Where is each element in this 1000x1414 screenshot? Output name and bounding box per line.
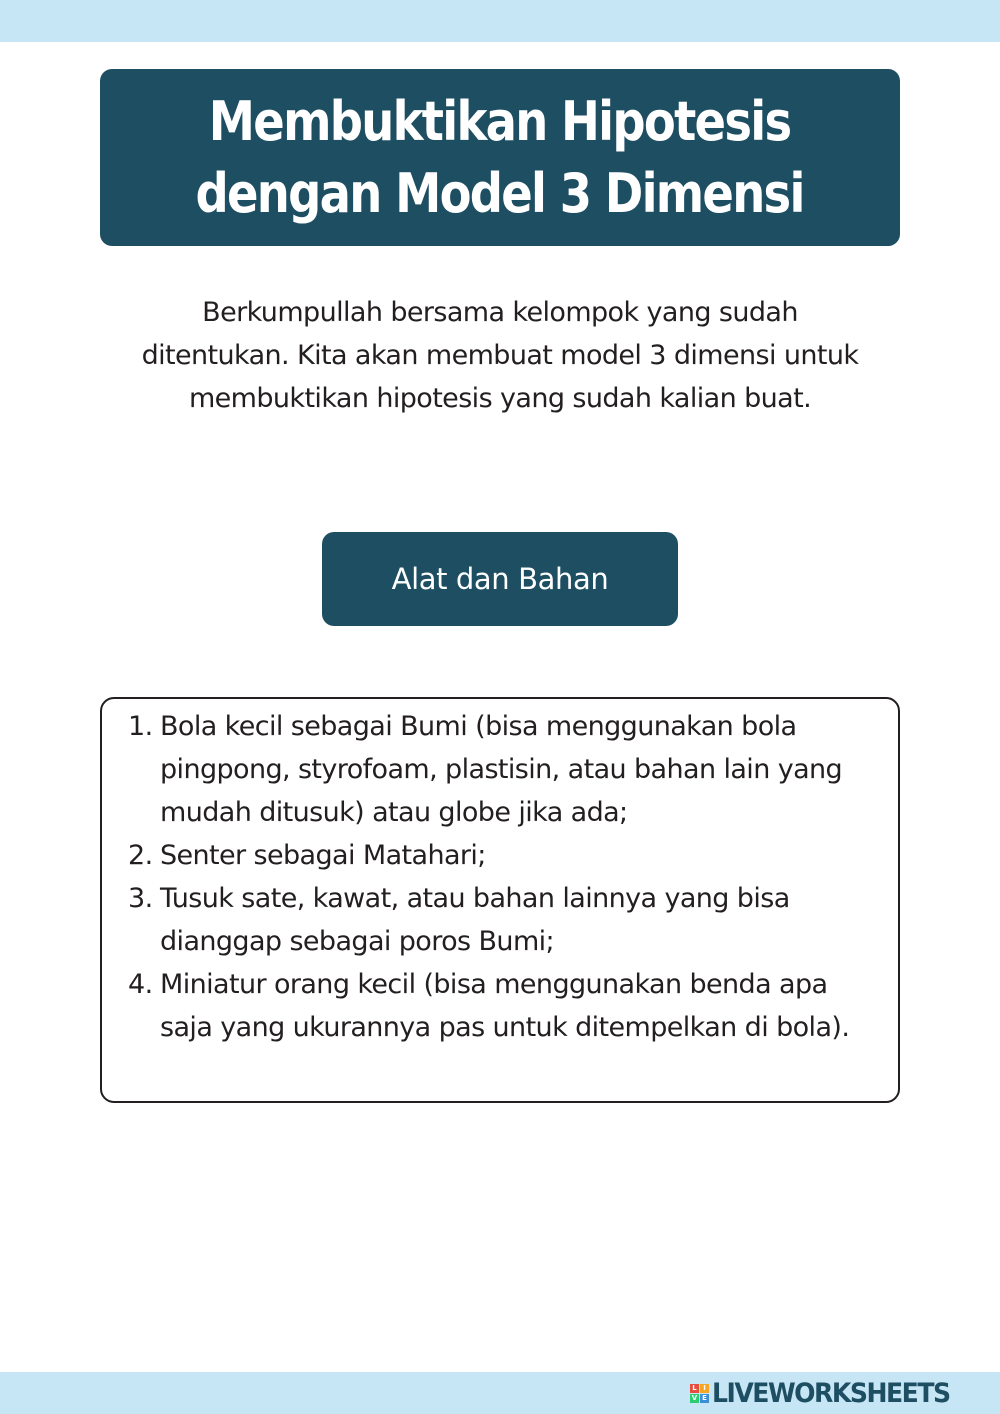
list-item-number: 2. [128,840,153,871]
logo-cell: E [700,1394,709,1403]
top-band [0,0,1000,42]
list-item-text: Senter sebagai Matahari; [160,840,486,871]
materials-box [100,697,900,1103]
title-banner [100,69,900,246]
list-item [128,834,878,877]
logo-cell: V [691,1393,698,1402]
list-item [128,877,878,963]
list-item-text: Tusuk sate, kawat, atau bahan lainnya yang bisa dianggap sebagai poros Bumi; [160,883,790,957]
list-item-text: Bola kecil sebagai Bumi (bisa menggunakan bola pingpong, styrofoam, plastisin, atau bahan lain yang mudah ditusuk) atau globe jika ada; [160,711,843,828]
list-item [128,705,878,834]
page-title [196,86,804,230]
title-line-1: Membuktikan Hipotesis [209,89,791,153]
section-label-text: Alat dan Bahan [391,562,609,596]
list-item-number: 3. [128,883,153,914]
liveworksheets-logo-icon [690,1384,709,1403]
logo-cell: L [690,1384,699,1393]
section-label-alat-dan-bahan [322,532,678,626]
list-item-number: 1. [128,711,153,742]
list-item [128,963,878,1049]
list-item-number: 4. [128,969,153,1000]
title-line-2: dengan Model 3 Dimensi [195,161,805,225]
list-item-text: Miniatur orang kecil (bisa menggunakan benda apa saja yang ukurannya pas untuk ditempelkan di bola). [160,969,850,1043]
liveworksheets-brand[interactable] [690,1374,967,1412]
intro-paragraph: Berkumpullah bersama kelompok yang sudah ditentukan. Kita akan membuat model 3 dimensi untuk membuktikan hipotesis yang sudah kalian buat. [141,297,859,414]
materials-list [128,705,878,1049]
brand-name: LIVEWORKSHEETS [712,1377,950,1409]
logo-cell: I [700,1384,709,1393]
